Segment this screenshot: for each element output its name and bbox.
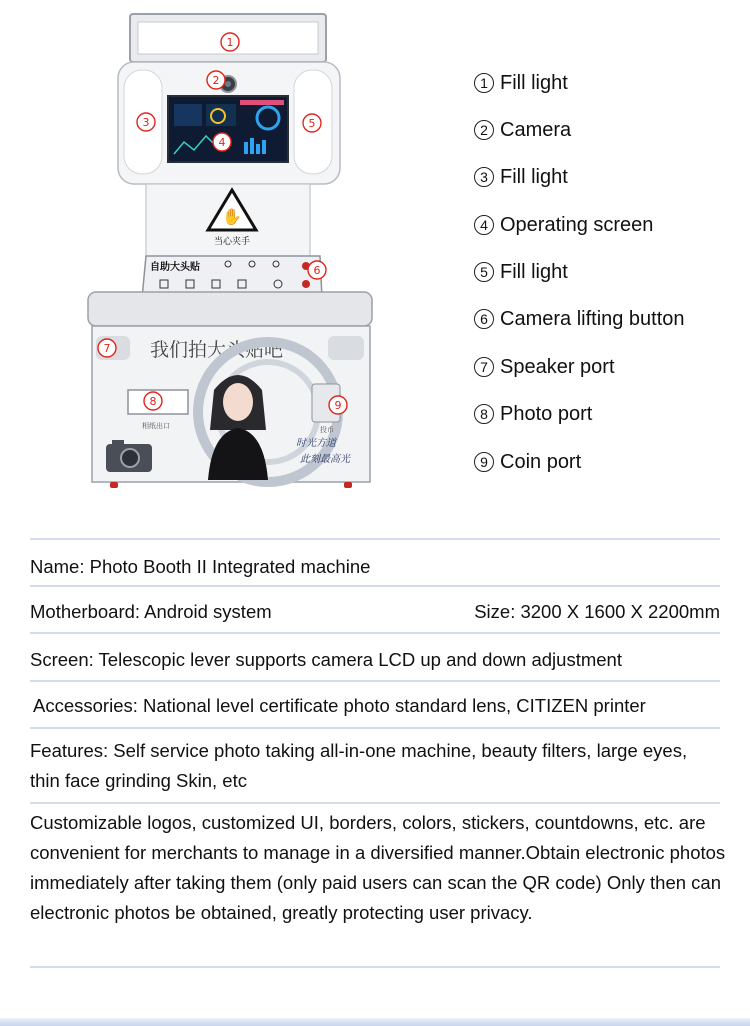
coin-label: 投币 [320, 426, 334, 434]
spec-accessories [33, 691, 733, 721]
cabinet-slogan: 我们拍大头贴吧 [150, 339, 284, 361]
spec-screen-text: Screen: Telescopic lever supports camera LCD up and down adjustment [30, 649, 622, 670]
legend-label: Camera [500, 118, 572, 141]
divider [30, 727, 720, 729]
legend-label: Fill light [500, 260, 568, 283]
marker-1-label: 1 [226, 36, 234, 49]
cabinet-top [88, 292, 372, 326]
legend-number: 6 [474, 309, 494, 329]
spec-motherboard-row [30, 597, 730, 627]
legend-number: 9 [474, 452, 494, 472]
legend-item-camera-lifting-button [474, 304, 744, 334]
legend-number: 4 [474, 215, 494, 235]
divider [30, 585, 720, 587]
legend-label: Fill light [500, 71, 568, 94]
divider [30, 802, 720, 804]
legend-number: 1 [474, 73, 494, 93]
marker-9-label: 9 [334, 399, 342, 412]
legend-label: Coin port [500, 450, 582, 473]
spec-screen [30, 645, 730, 675]
spec-description-text: Customizable logos, customized UI, borders, colors, stickers, countdowns, etc. are convenient for merchants to manage in a diversified manner.Obtain electronic photos immediately after taking them (only paid users can scan the QR code) Only then can electronic photos be obtained, greatly protecting user privacy. [30, 812, 726, 923]
divider [30, 966, 720, 968]
marker-8-label: 8 [149, 395, 157, 408]
warning-label: 当心夹手 [213, 237, 251, 247]
legend-item-fill-light-1 [474, 68, 744, 98]
legend-label: Photo port [500, 402, 593, 425]
marker-7-label: 7 [103, 342, 111, 355]
legend-item-photo-port [474, 399, 744, 429]
lift-button-down [302, 280, 310, 288]
legend-label: Fill light [500, 165, 568, 188]
legend-item-speaker-port [474, 352, 744, 382]
spec-name [30, 552, 730, 582]
spec-features [30, 736, 720, 796]
marker-3-label: 3 [142, 116, 150, 129]
divider [30, 632, 720, 634]
legend-number: 3 [474, 167, 494, 187]
marker-5-label: 5 [308, 117, 316, 130]
marker-4-label: 4 [218, 136, 226, 149]
legend-item-fill-light-3 [474, 162, 744, 192]
legend-number: 7 [474, 357, 494, 377]
poster-text-line1: 时光方道 [296, 438, 336, 449]
bottom-band [0, 1018, 750, 1026]
photo-booth-illustration [0, 0, 450, 510]
legend-label: Camera lifting button [500, 307, 685, 330]
legend-number: 8 [474, 404, 494, 424]
divider [30, 538, 720, 540]
divider [30, 680, 720, 682]
photo-slot-label: 相纸出口 [142, 422, 170, 430]
legend-label: Operating screen [500, 213, 654, 236]
panel-title: 自助大头贴 [150, 262, 200, 273]
legend-item-fill-light-5 [474, 257, 744, 287]
legend-item-camera [474, 115, 744, 145]
legend-label: Speaker port [500, 355, 615, 378]
legend-item-operating-screen [474, 210, 744, 240]
marker-2-label: 2 [212, 74, 220, 87]
legend-item-coin-port [474, 447, 744, 477]
spec-description [30, 808, 730, 928]
spec-accessories-text: Accessories: National level certificate photo standard lens, CITIZEN printer [33, 695, 646, 716]
spec-name-text: Name: Photo Booth II Integrated machine [30, 556, 371, 577]
spec-size: Size: 3200 X 1600 X 2200mm [474, 601, 720, 622]
legend-number: 2 [474, 120, 494, 140]
spec-features-text: Features: Self service photo taking all-in-one machine, beauty filters, large eyes, thin face grinding Skin, etc [30, 740, 688, 791]
svg-text:✋: ✋ [222, 207, 242, 226]
legend-number: 5 [474, 262, 494, 282]
spec-motherboard: Motherboard: Android system [30, 601, 272, 622]
poster-text-line2: 此刻最高光 [300, 454, 350, 465]
marker-6-label: 6 [313, 264, 321, 277]
